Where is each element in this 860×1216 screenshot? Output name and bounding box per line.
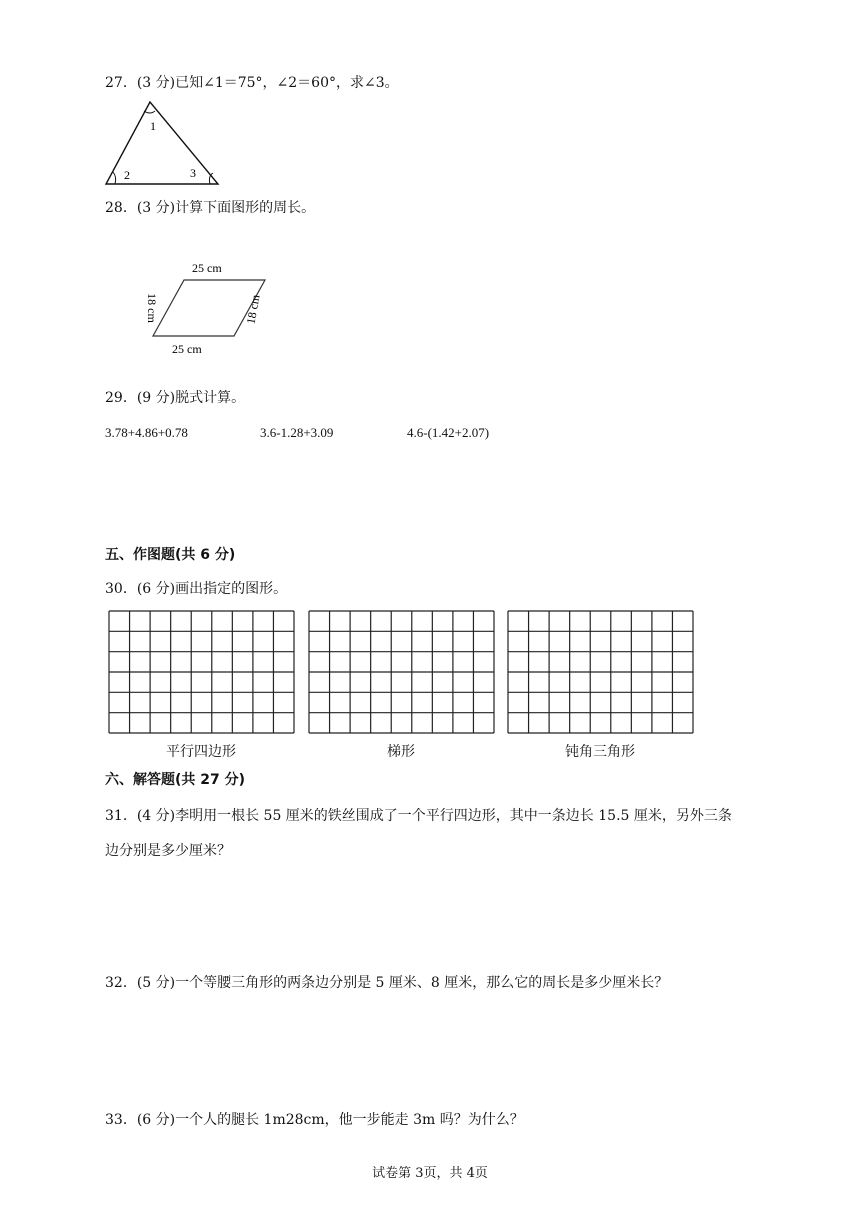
grid-1 — [108, 610, 295, 734]
angle-3-label: 3 — [190, 166, 196, 180]
q27-text: 27．(3 分)已知∠1＝75°，∠2＝60°，求∠3。 — [105, 75, 399, 91]
q29-text: 29．(9 分)脱式计算。 — [105, 390, 246, 406]
section-5-title: 五、作图题(共 6 分) — [105, 547, 236, 563]
q30-text: 30．(6 分)画出指定的图形。 — [105, 581, 288, 597]
grid-2-label: 梯形 — [387, 744, 415, 760]
expression-3: 4.6-(1.42+2.07) — [407, 425, 490, 440]
expression-2: 3.6-1.28+3.09 — [260, 425, 334, 440]
q33-text: 33．(6 分)一个人的腿长 1m28cm，他一步能走 3m 吗？为什么？ — [105, 1112, 524, 1128]
right-side-label: 18 cm — [243, 293, 263, 326]
grid-3-label: 钝角三角形 — [565, 744, 635, 760]
section-6-title: 六、解答题(共 27 分) — [105, 772, 246, 788]
angle-1-label: 1 — [150, 119, 156, 133]
grid-lines — [109, 611, 294, 733]
q28-text: 28．(3 分)计算下面图形的周长。 — [105, 200, 316, 216]
grid-3 — [507, 610, 694, 734]
angle-2-label: 2 — [124, 168, 130, 182]
grid-2 — [308, 610, 495, 734]
expression-1: 3.78+4.86+0.78 — [105, 425, 188, 440]
top-side-label: 25 cm — [192, 261, 222, 275]
grid-1-label: 平行四边形 — [166, 744, 236, 760]
q32-text: 32．(5 分)一个等腰三角形的两条边分别是 5 厘米、8 厘米，那么它的周长是多少厘米长？ — [105, 975, 669, 991]
page-footer: 试卷第 3页，共 4页 — [372, 1166, 488, 1181]
triangle-figure — [100, 98, 225, 190]
bottom-side-label: 25 cm — [172, 342, 202, 356]
q31-line-1: 31．(4 分)李明用一根长 55 厘米的铁丝围成了一个平行四边形，其中一条边长 15.5 厘米，另外三条 — [105, 808, 732, 824]
grid-lines — [309, 611, 494, 733]
parallelogram-figure — [120, 250, 290, 360]
grid-lines — [508, 611, 693, 733]
left-side-label: 18 cm — [145, 293, 159, 323]
q31-line-2: 边分别是多少厘米？ — [105, 843, 231, 859]
